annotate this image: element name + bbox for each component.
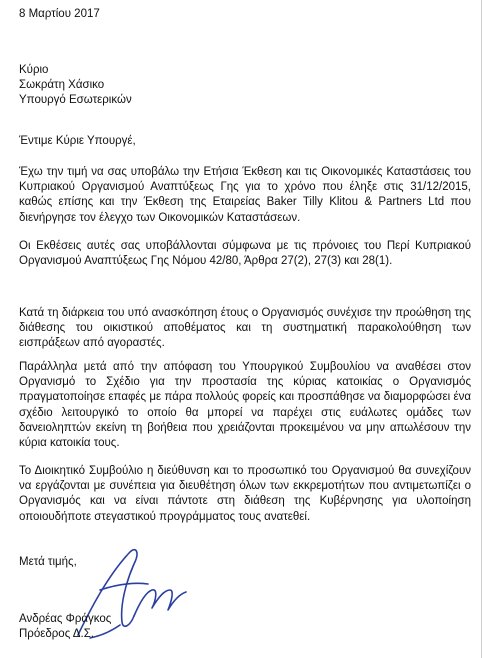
paragraph-1: Έχω την τιμή να σας υποβάλω την Ετήσια Έκθεση και τις Οικονομικές Καταστάσεις του Κυπριακού Οργανισμού Αναπτύξεως Γης για το χρόνο που έληξε στις 31/12/2015, καθώς επίσης και την Έκθεση της Εταιρείας Baker Tilly Klitou & Partners Ltd που διενήργησε τον έλεγχο των Οικονομικών Καταστάσεων. (19, 166, 471, 224)
signatory-block (19, 612, 111, 642)
paragraph-5: Το Διοικητικό Συμβούλιο η διεύθυνση και το προσωπικό του Οργανισμού θα συνεχίζουν να εργάζονται με συνέπεια για διευθέτηση όλων των εκκρεμοτήτων που αντιμετωπίζει ο Οργανισμός και να είναι πάντοτε στη διάθεση της Κυβέρνησης για υλοποίηση οποιουδήποτε στεγαστικού προγράμματος τους ανατεθεί. (19, 465, 471, 523)
paragraph-3: Κατά τη διάρκεια του υπό ανασκόπηση έτους ο Οργανισμός συνέχισε την προώθηση της διάθεσης του οικιστικού αποθέματος και τη συστηματική παρακολούθηση των εισπράξεων από αγοραστές. (19, 307, 471, 350)
recipient-name: Σωκράτη Χάσικο (19, 79, 105, 91)
recipient-block (19, 63, 132, 108)
closing: Μετά τιμής, (19, 556, 77, 568)
recipient-position: Υπουργό Εσωτερικών (19, 94, 132, 106)
recipient-title: Κύριο (19, 64, 49, 76)
paragraph-4: Παράλληλα μετά από την απόφαση του Υπουργικού Συμβουλίου να αναθέσει στον Οργανισμό το Σχέδιο για την προστασία της κύριας κατοικίας ο Οργανισμός πραγματοποίησε επαφές με πάρα πολλούς φορείς και προσπάθησε να διαμορφώσει ένα σχέδιο λειτουργικό το οποίο θα μπορεί να παρέχει στις ευάλωτες ομάδες των δανειοληπτών εκείνη τη βοήθεια που χρειάζονται προκειμένου να μην απωλέσουν την κύρια κατοικία τους. (19, 361, 471, 450)
salutation: Έντιμε Κύριε Υπουργέ, (19, 135, 136, 147)
signatory-name: Ανδρέας Φράγκος (19, 613, 112, 625)
paragraph-2: Οι Εκθέσεις αυτές σας υποβάλλονται σύμφωνα με τις πρόνοιες του Περί Κυπριακού Οργανισμού Αναπτύξεως Γης Νόμου 42/80, Άρθρα 27(2), 27(3) και 28(1). (19, 240, 471, 268)
signatory-title: Πρόεδρος Δ.Σ. (19, 628, 94, 640)
letter-date: 8 Μαρτίου 2017 (19, 8, 100, 20)
